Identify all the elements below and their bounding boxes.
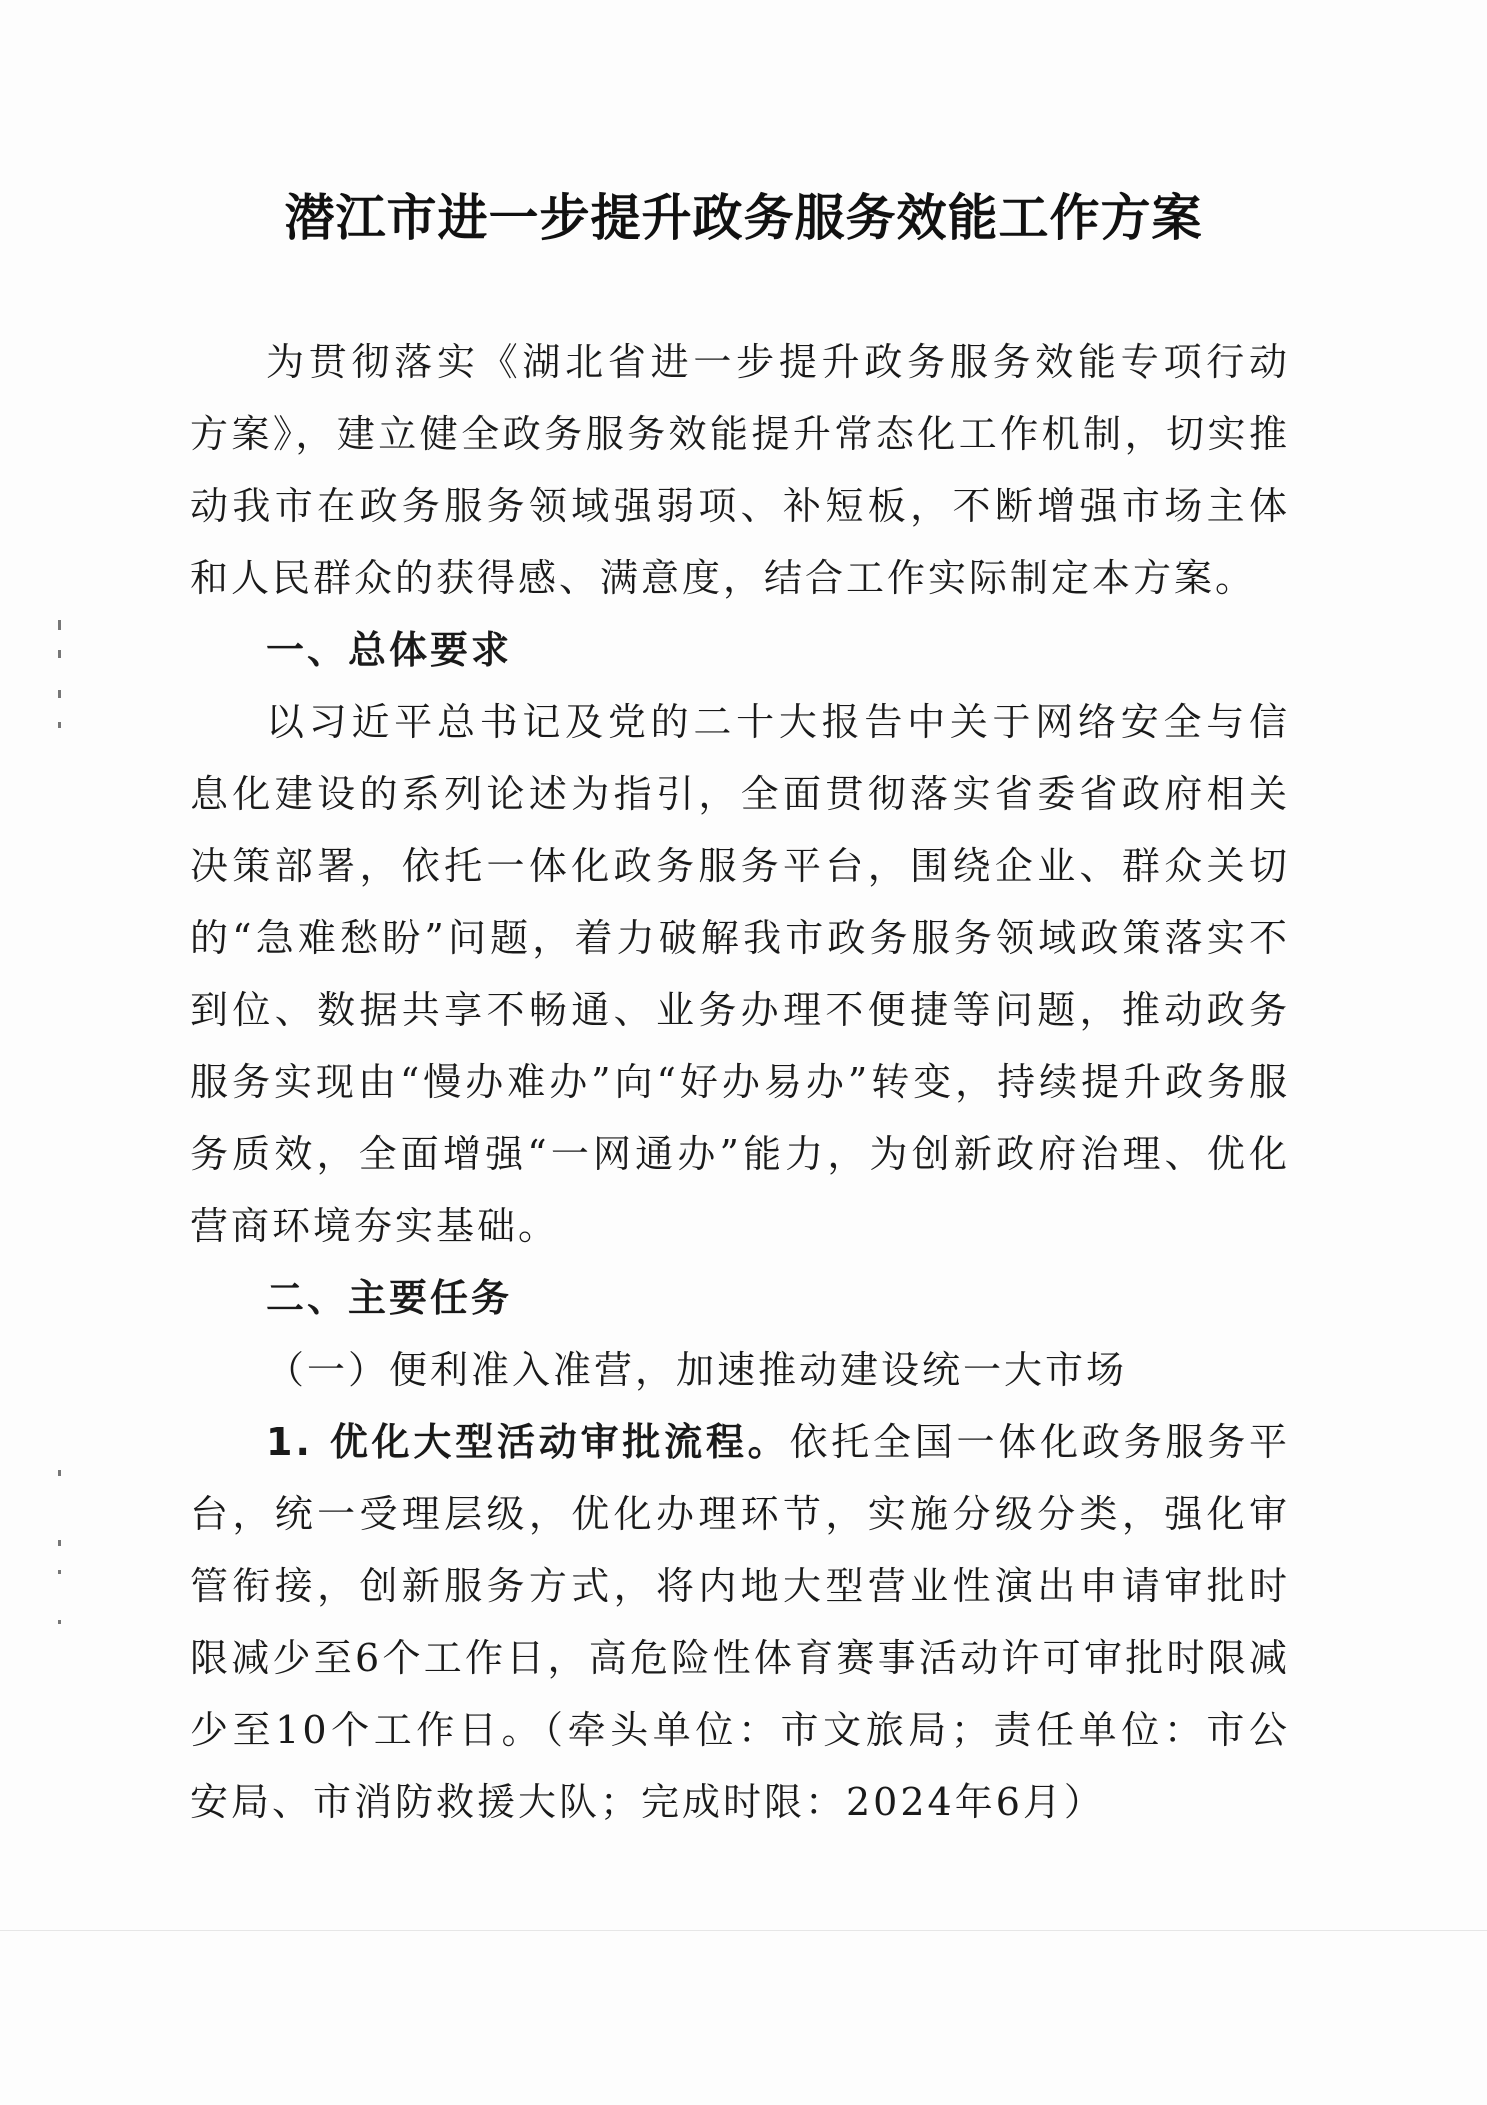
- scan-mark: [58, 1470, 61, 1476]
- section-heading-main-tasks: 二、主要任务: [266, 1276, 513, 1320]
- scan-mark: [58, 620, 61, 630]
- document-body: [190, 326, 1290, 1838]
- task-item-1-text: 依托全国一体化政务服务平台，统一受理层级，优化办理环节，实施分级分类，强化审管衔接，创新服务方式，将内地大型营业性演出申请审批时限减少至6个工作日，高危险性体育赛事活动许可审批时限减少至10个工作日。（牵头单位：市文旅局；责任单位：市公安局、市消防救援大队；完成时限：2024年6月）: [190, 1420, 1290, 1824]
- intro-paragraph: 为贯彻落实《湖北省进一步提升政务服务效能专项行动方案》，建立健全政务服务效能提升常态化工作机制，切实推动我市在政务服务领域强弱项、补短板，不断增强市场主体和人民群众的获得感、满意度，结合工作实际制定本方案。: [190, 340, 1290, 600]
- scan-mark: [58, 1540, 61, 1546]
- overall-requirements-paragraph: 以习近平总书记及党的二十大报告中关于网络安全与信息化建设的系列论述为指引，全面贯彻落实省委省政府相关决策部署，依托一体化政务服务平台，围绕企业、群众关切的“急难愁盼”问题，着力破解我市政务服务领域政策落实不到位、数据共享不畅通、业务办理不便捷等问题，推动政务服务实现由“慢办难办”向“好办易办”转变，持续提升政务服务质效，全面增强“一网通办”能力，为创新政府治理、优化营商环境夯实基础。: [190, 700, 1290, 1248]
- task-item-1-lead: 1. 优化大型活动审批流程。: [266, 1420, 790, 1464]
- document-title: 潜江市进一步提升政务服务效能工作方案: [284, 188, 1203, 247]
- scan-mark: [58, 722, 61, 728]
- scan-edge-line: [0, 1930, 1487, 1931]
- subsection-heading: （一）便利准入准营，加速推动建设统一大市场: [266, 1348, 1128, 1392]
- scan-mark: [58, 1620, 61, 1624]
- scan-mark: [58, 1570, 61, 1574]
- scan-mark: [58, 690, 61, 698]
- task-item-1: [190, 1406, 1290, 1838]
- section-heading-overall-requirements: 一、总体要求: [266, 628, 513, 672]
- scan-mark: [58, 650, 61, 658]
